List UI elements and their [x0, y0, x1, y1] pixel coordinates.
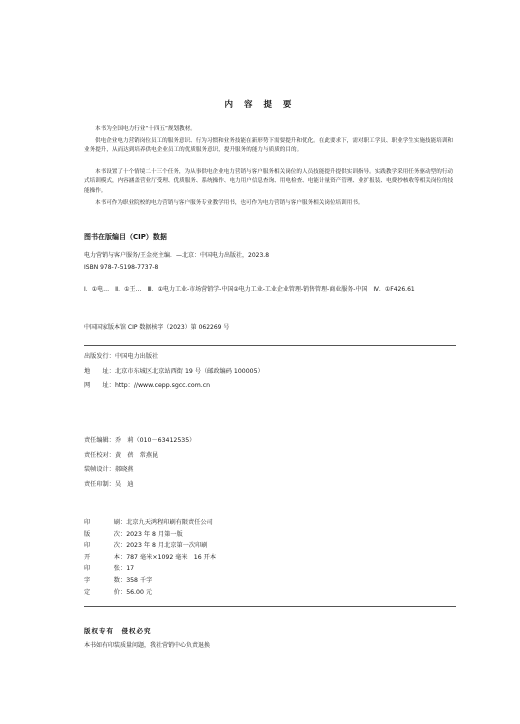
summary-paragraph-1: 本书为全国电力行业“十四五”规划教材。	[95, 126, 196, 132]
row-value: 乔 莉（010－63412535）	[114, 437, 196, 444]
website-row: 网 址：http：//www.cepp.sgcc.com.cn	[84, 379, 264, 394]
row-label: 印刷	[84, 519, 120, 526]
row-value: 56.00 元	[126, 588, 153, 596]
impression-row: 印次：2023 年 8 月北京第一次印刷	[84, 540, 216, 552]
row-label: 开本	[84, 553, 120, 561]
row-label: 印张	[84, 565, 120, 573]
summary-paragraph-2: 供电企业电力营销岗位员工的服务意识、行为习惯和业务技能在新形势下需要提升和优化。在此要求下，需对职工学员、职业学生实施技能培训和业务提升，从而达到培养供电企业员工的优质服务意识，提升服务的能力与质质的目的。	[84, 138, 454, 154]
row-value: 787 毫米×1092 毫米 16 开本	[126, 553, 217, 561]
cip-line-classification: Ⅰ．①电… Ⅱ．①王… Ⅲ．①电力工业-市场营销学-中国②电力工业-工业企业管理-销售管理-商业服务-中国 Ⅳ．①F426.61	[84, 286, 415, 293]
copyright-note: 本书如有印装质量问题，我社营销中心负责退换	[84, 642, 211, 649]
printing-supervisor-row: 责任印制：吴 迪	[84, 478, 195, 493]
format-row: 开本：787 毫米×1092 毫米 16 开本	[84, 552, 216, 564]
row-value: 2023 年 8 月北京第一次印刷	[126, 542, 208, 550]
divider-top	[84, 345, 456, 346]
copyright-heading: 版权专有 侵权必究	[84, 627, 152, 635]
cip-line-citation: 电力营销与客户服务/王金亮主编．—北京：中国电力出版社，2023.8	[84, 252, 270, 259]
row-label: 装帧设计	[84, 466, 109, 474]
cip-line-isbn: ISBN 978-7-5198-7737-8	[84, 264, 159, 271]
sheets-row: 印张：17	[84, 563, 216, 575]
cip-line-record-number: 中国国家版本馆 CIP 数据核字（2023）第 062269 号	[84, 324, 230, 331]
row-label: 网 址	[84, 382, 109, 390]
publisher-row: 出版发行：中国电力出版社	[84, 350, 264, 365]
designer-row: 装帧设计：郝晓燕	[84, 463, 195, 478]
row-value: 2023 年 8 月第一版	[126, 530, 183, 538]
edition-row: 版次：2023 年 8 月第一版	[84, 529, 216, 541]
row-label: 责任印制	[84, 480, 109, 488]
summary-title: 内 容 提 要	[224, 100, 296, 110]
row-value: 358 千字	[126, 576, 153, 584]
price-row: 定价：56.00 元	[84, 587, 216, 599]
row-label: 责任校对	[84, 451, 109, 459]
cip-heading: 图书在版编目（CIP）数据	[84, 233, 167, 241]
address-row: 地 址：北京市东城区北京站西街 19 号（邮政编码 100005）	[84, 365, 264, 380]
row-value: 北京九天鸿程印刷有限责任公司	[126, 519, 213, 526]
print-info-block	[84, 517, 216, 598]
row-value: 吴 迪	[114, 480, 134, 488]
publisher-block	[84, 350, 264, 394]
summary-paragraph-4: 本书可作为职业院校的电力营销与客户服务专业教学用书，也可作为电力营销与客户服务相关岗位培训用书。	[95, 200, 364, 206]
row-label: 地 址	[84, 367, 109, 375]
word-count-row: 字数：358 千字	[84, 575, 216, 587]
row-value: 黄 蓓 常燕昆	[114, 451, 159, 459]
row-label: 责任编辑	[84, 437, 109, 444]
row-value: 中国电力出版社	[114, 353, 159, 360]
editors-block	[84, 434, 195, 492]
row-value: http：//www.cepp.sgcc.com.cn	[114, 382, 211, 390]
row-value: 17	[126, 565, 135, 573]
divider-bottom	[84, 606, 456, 607]
row-label: 字数	[84, 576, 120, 584]
row-label: 定价	[84, 588, 120, 596]
row-label: 版次	[84, 530, 120, 538]
editor-row: 责任编辑：乔 莉（010－63412535）	[84, 434, 195, 449]
row-value: 郝晓燕	[114, 466, 134, 474]
summary-paragraph-3: 本书设置了十个情境二十三个任务，为从事供电企业电力营销与客户服务相关岗位的人员技能提升提供实训指导。实践教学采用任务驱动型的行动式培训模式，内容涵盖营业厅受理、优质服务、系统操作、电力用户信息查询、用电检查、电能计量资产管理、业扩报装、电费抄核收等相关岗位的技能操作。	[84, 169, 454, 194]
proofreader-row: 责任校对：黄 蓓 常燕昆	[84, 449, 195, 464]
row-label: 出版发行	[84, 353, 109, 360]
printer-row: 印刷：北京九天鸿程印刷有限责任公司	[84, 517, 216, 529]
row-label: 印次	[84, 542, 120, 550]
row-value: 北京市东城区北京站西街 19 号（邮政编码 100005）	[114, 367, 264, 375]
